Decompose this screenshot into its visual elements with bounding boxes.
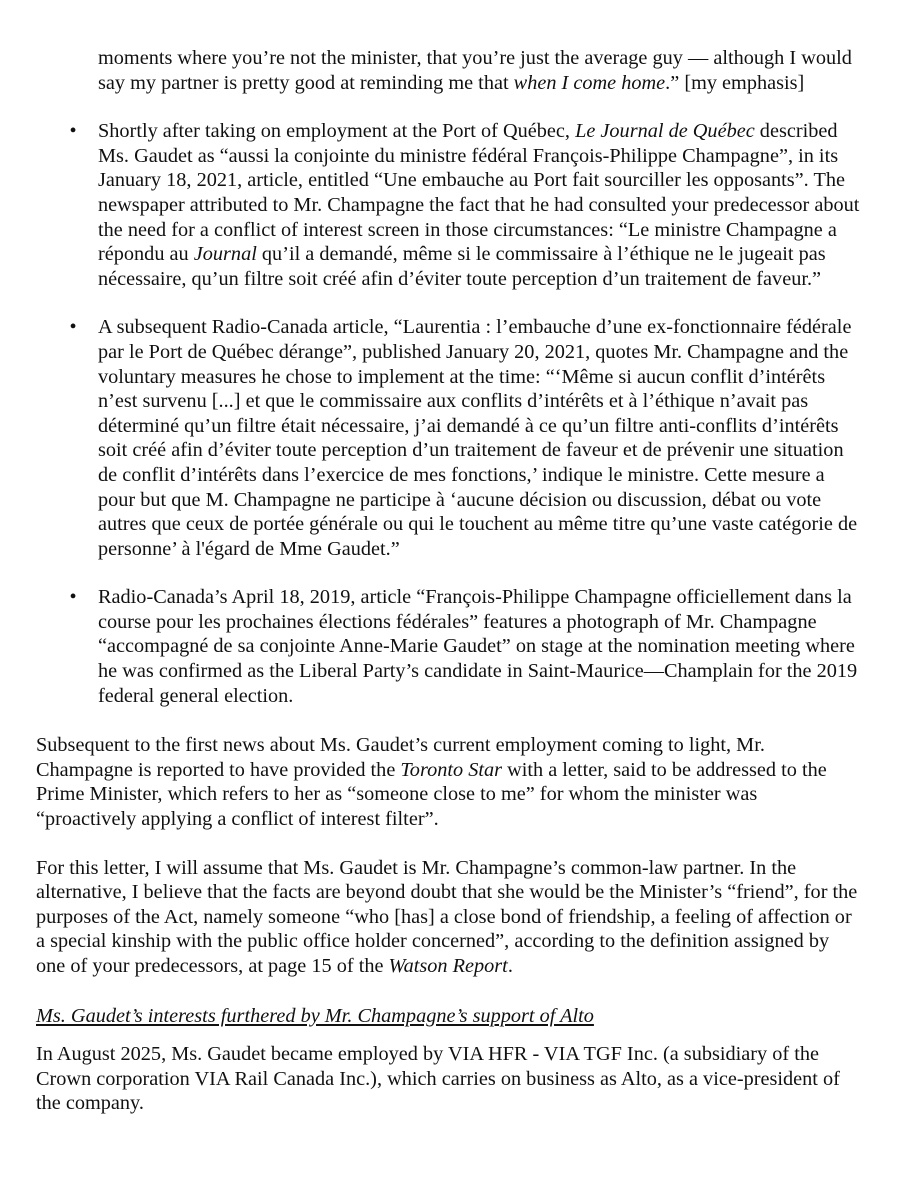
- section-heading: Ms. Gaudet’s interests furthered by Mr. Champagne’s support of Alto: [36, 1004, 594, 1027]
- continuation-paragraph: [98, 46, 860, 95]
- spacer: [36, 291, 860, 315]
- paragraph-alto-employment: In August 2025, Ms. Gaudet became employed by VIA HFR - VIA TGF Inc. (a subsidiary of the Crown corporation VIA Rail Canada Inc.), which carries on business as Alto, as a vice-president of the company.: [36, 1043, 840, 1115]
- bullet-text: [98, 120, 859, 290]
- bullet-text-part: qu’il a demandé, même si le commissaire à l’éthique ne le jugeait pas nécessaire, qu’un filtre soit créé afin d’éviter toute perception d’un traitement de faveur.”: [98, 243, 826, 290]
- bullet-marker: •: [69, 586, 77, 609]
- bullet-text-part: described Ms. Gaudet as “aussi la conjointe du ministre fédéral François-Philippe Champagne”, in its January 18, 2021, article, entitled “Une embauche au Port fait sourciller les opposants”. The newspaper attributed to Mr. Champagne the fact that he had consulted your predecessor about the need for a conflict of interest screen in those circumstances: “Le ministre Champagne a répondu au: [98, 120, 860, 266]
- bullet-item-radio-canada-2019: [36, 585, 860, 708]
- bullet-item-journal: [36, 119, 860, 291]
- continuation-text-end: .” [my emphasis]: [665, 71, 805, 94]
- paragraph-italic-title: Watson Report: [388, 955, 508, 977]
- bullet-marker: •: [69, 316, 77, 339]
- paragraph-italic-title: Toronto Star: [400, 758, 503, 781]
- bullet-marker: •: [69, 120, 77, 143]
- bullet-item-radio-canada-2021: [36, 315, 860, 561]
- paragraph-common-law-partner: [36, 856, 860, 979]
- bullet-italic-title: Le Journal de Québec: [575, 120, 755, 143]
- bullet-text: A subsequent Radio-Canada article, “Laurentia : l’embauche d’une ex-fonctionnaire fédérale par le Port de Québec dérange”, published January 20, 2021, quotes Mr. Champagne and the voluntary measures he chose to implement at the time: “‘Même si aucun conflit d’intérêts n’est survenu [...] et que le commissaire aux conflits d’intérêts et à l’éthique n’avait pas déterminé qu’un filtre était nécessaire, j’ai demandé à ce qu’un filtre anti-conflits d’intérêts soit créé afin d’éviter toute perception d’un traitement de faveur et de prévenir une situation de conflit d’intérêts dans l’exercice de mes fonctions,’ indique le ministre. Cette mesure a pour but que M. Champagne ne participe à ‘aucune décision ou discussion, débat ou vote autres que ceux de portée générale ou qui le touchent au même titre qu’une vaste catégorie de personne’ à l'égard de Mme Gaudet.”: [98, 316, 858, 560]
- bullet-italic-title: Journal: [193, 243, 257, 266]
- paragraph-text: .: [507, 955, 513, 977]
- bullet-text: Radio-Canada’s April 18, 2019, article “François-Philippe Champagne officiellement dans la course pour les prochaines élections fédérales” features a photograph of Mr. Champagne “accompagné de sa conjointe Anne-Marie Gaudet” on stage at the nomination meeting where he was confirmed as the Liberal Party’s candidate in Saint-Maurice—Champlain for the 2019 federal general election.: [98, 586, 858, 707]
- paragraph-text: Subsequent to the first news about Ms. Gaudet’s current employment coming to light, Mr. Champagne is reported to have provided the: [36, 734, 765, 781]
- paragraph-text: For this letter, I will assume that Ms. Gaudet is Mr. Champagne’s common-law partner. In the alternative, I believe that the facts are beyond doubt that she would be the Minister’s “friend”, for the purposes of the Act, namely someone “who [has] a close bond of friendship, a feeling of affection or a special kinship with the public office holder concerned”, according to the definition assigned by one of your predecessors, at page 15 of the: [36, 856, 858, 977]
- paragraph-toronto-star: [36, 733, 860, 831]
- bullet-list: [36, 119, 860, 708]
- continuation-emphasis: when I come home: [513, 71, 666, 94]
- bullet-text-part: Shortly after taking on employment at the Port of Québec,: [98, 120, 576, 143]
- paragraph-text: with a letter, said to be addressed to the Prime Minister, which refers to her as “someone close to me” for whom the minister was “proactively applying a conflict of interest filter”.: [36, 758, 827, 831]
- spacer: [36, 561, 860, 585]
- continuation-text: moments where you’re not the minister, that you’re just the average guy — although I would say my partner is pretty good at reminding me that: [98, 47, 852, 94]
